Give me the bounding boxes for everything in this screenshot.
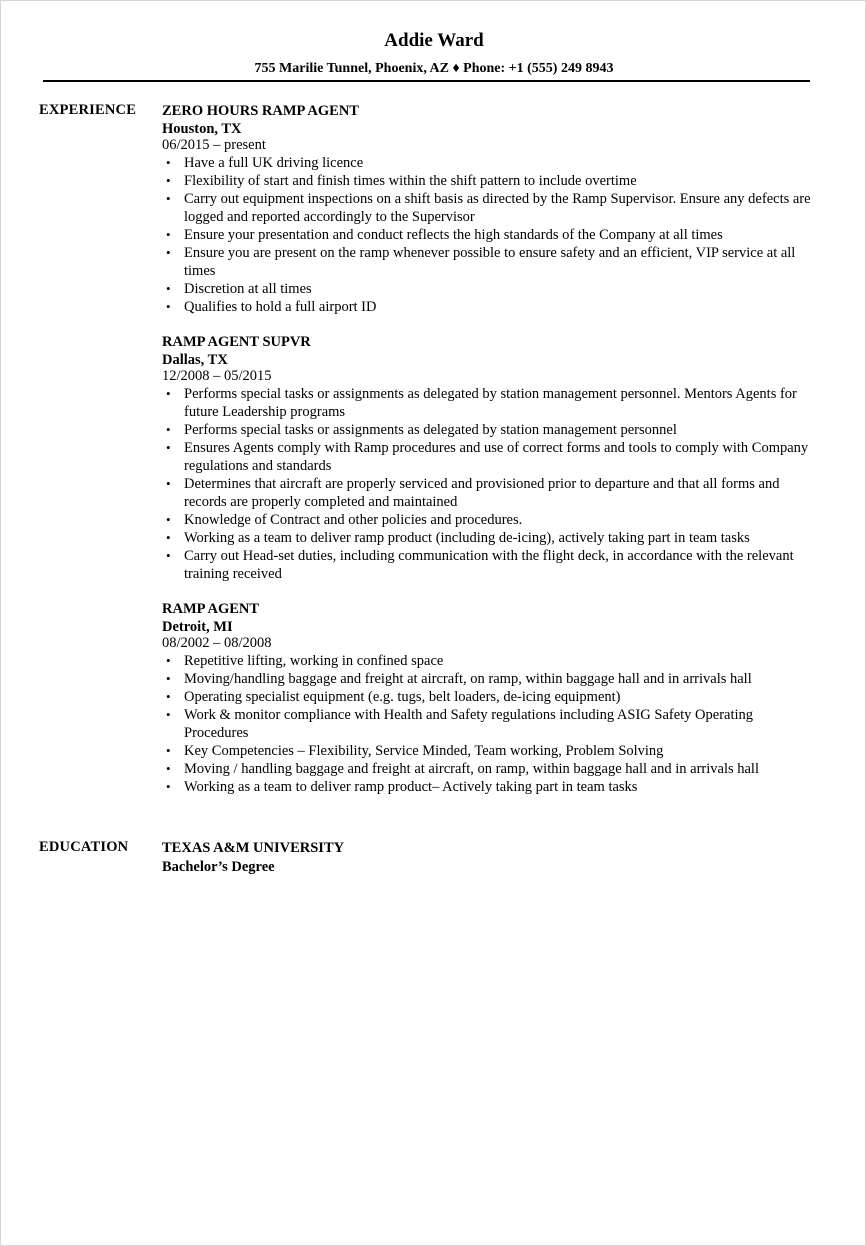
bullet-item: • Performs special tasks or assignments as delegated by station management personnel <box>162 421 817 439</box>
bullet-item: • Have a full UK driving licence <box>162 154 817 172</box>
job-title: ZERO HOURS RAMP AGENT <box>162 103 359 119</box>
contact-line: 755 Marilie Tunnel, Phoenix, AZ ♦ Phone: +1 (555) 249 8943 <box>254 61 614 76</box>
job-location: Detroit, MI <box>162 619 233 635</box>
bullet-item: • Qualifies to hold a full airport ID <box>162 298 817 316</box>
bullet-item: • Discretion at all times <box>162 280 817 298</box>
bullet-item: • Operating specialist equipment (e.g. tugs, belt loaders, de-icing equipment) <box>162 688 817 706</box>
job-bullets <box>162 652 817 796</box>
resume-header <box>1 29 866 77</box>
job-dates: 08/2002 – 08/2008 <box>162 635 272 651</box>
bullet-item: • Carry out Head-set duties, including communication with the flight deck, in accordance with the relevant training received <box>162 547 817 583</box>
job-entry <box>162 600 817 796</box>
bullet-item: • Performs special tasks or assignments as delegated by station management personnel. Mentors Agents for future Leadership programs <box>162 385 817 421</box>
school-name: TEXAS A&M UNIVERSITY <box>162 840 345 856</box>
bullet-item: • Determines that aircraft are properly serviced and provisioned prior to departure and that all forms and records are properly completed and maintained <box>162 475 817 511</box>
bullet-item: • Working as a team to deliver ramp product (including de-icing), actively taking part in team tasks <box>162 529 817 547</box>
bullet-item: • Carry out equipment inspections on a shift basis as directed by the Ramp Supervisor. Ensure any defects are logged and reported accordingly to the Supervisor <box>162 190 817 226</box>
job-location: Dallas, TX <box>162 352 228 368</box>
bullet-item: • Working as a team to deliver ramp product– Actively taking part in team tasks <box>162 778 817 796</box>
job-dates: 06/2015 – present <box>162 137 266 153</box>
job-location: Houston, TX <box>162 121 242 137</box>
bullet-item: • Moving/handling baggage and freight at aircraft, on ramp, within baggage hall and in arrivals hall <box>162 670 817 688</box>
bullet-item: • Moving / handling baggage and freight at aircraft, on ramp, within baggage hall and in arrivals hall <box>162 760 817 778</box>
degree-name: Bachelor’s Degree <box>162 859 275 875</box>
candidate-name: Addie Ward <box>384 30 484 51</box>
job-dates: 12/2008 – 05/2015 <box>162 368 272 384</box>
job-entry <box>162 333 817 583</box>
header-divider <box>43 80 810 82</box>
job-title: RAMP AGENT <box>162 601 260 617</box>
experience-list <box>162 102 817 813</box>
section-label-education: EDUCATION <box>39 839 129 855</box>
bullet-item: • Ensure your presentation and conduct reflects the high standards of the Company at all times <box>162 226 817 244</box>
job-entry <box>162 102 817 316</box>
section-label-experience: EXPERIENCE <box>39 102 137 118</box>
bullet-item: • Ensure you are present on the ramp whenever possible to ensure safety and an efficient, VIP service at all times <box>162 244 817 280</box>
job-bullets <box>162 385 817 583</box>
job-bullets <box>162 154 817 316</box>
bullet-item: • Work & monitor compliance with Health and Safety regulations including ASIG Safety Operating Procedures <box>162 706 817 742</box>
bullet-item: • Ensures Agents comply with Ramp procedures and use of correct forms and tools to comply with Company regulations and standards <box>162 439 817 475</box>
bullet-item: • Repetitive lifting, working in confined space <box>162 652 817 670</box>
bullet-item: • Key Competencies – Flexibility, Service Minded, Team working, Problem Solving <box>162 742 817 760</box>
bullet-item: • Knowledge of Contract and other policies and procedures. <box>162 511 817 529</box>
bullet-item: • Flexibility of start and finish times within the shift pattern to include overtime <box>162 172 817 190</box>
education-list <box>162 839 817 877</box>
job-title: RAMP AGENT SUPVR <box>162 334 311 350</box>
